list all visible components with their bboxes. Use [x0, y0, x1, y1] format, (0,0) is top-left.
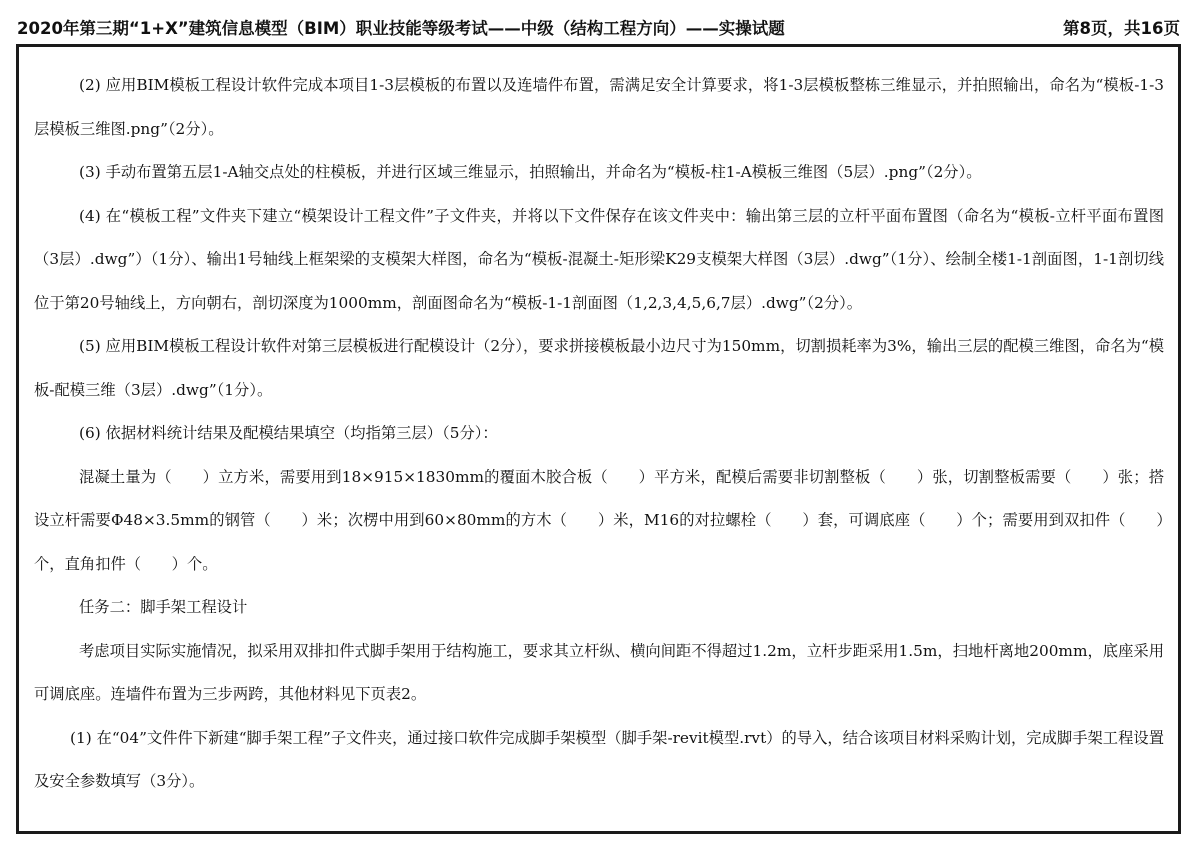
exam-title: 2020年第三期“1+X”建筑信息模型（BIM）职业技能等级考试——中级（结构工程方向）——实操试题 [17, 19, 785, 38]
page-header [17, 12, 1180, 42]
item-6-paragraph: (6) 依据材料统计结果及配模结果填空（均指第三层）（5分）： [79, 424, 498, 442]
item-4-paragraph: (4) 在“模板工程”文件夹下建立“模架设计工程文件”子文件夹，并将以下文件保存在该文件夹中：输出第三层的立杆平面布置图（命名为“模板-立杆平面布置图（3层）.dwg”）（1分）、输出1号轴线上框架梁的支模架大样图，命名为“模板-混凝土-矩形梁K29支模架大样图（3层）.dwg”（1分）、绘制全楼1-1剖面图，1-1剖切线位于第20号轴线上，方向朝右，剖切深度为1000mm，剖面图命名为“模板-1-1剖面图（1,2,3,4,5,6,7层）.dwg”（2分）。 [34, 206, 1164, 312]
fill-in-blanks-paragraph: 混凝土量为（ ）立方米，需要用到18×915×1830mm的覆面木胶合板（ ）平方米，配模后需要非切割整板（ ）张，切割整板需要（ ）张；搭设立杆需要Φ48×3.5mm的钢管（ ）米；次楞中用到60×80mm的方木（ ）米，M16的对拉螺栓（ ）套，可调底座（ ）个；需要用到双扣件（ ）个，直角扣件（ ）个。 [34, 467, 1164, 573]
document-body [34, 64, 1164, 804]
page-number: 第8页，共16页 [1063, 19, 1180, 38]
item-2-paragraph: (2) 应用BIM模板工程设计软件完成本项目1-3层模板的布置以及连墙件布置，需满足安全计算要求，将1-3层模板整栋三维显示，并拍照输出，命名为“模板-1-3层模板三维图.png”（2分）。 [34, 76, 1164, 138]
task-2-heading: 任务二：脚手架工程设计 [79, 598, 248, 616]
item-3-paragraph: (3) 手动布置第五层1-A轴交点处的柱模板，并进行区域三维显示，拍照输出，并命名为“模板-柱1-A模板三维图（5层）.png”（2分）。 [79, 163, 982, 181]
item-5-paragraph: (5) 应用BIM模板工程设计软件对第三层模板进行配模设计（2分），要求拼接模板最小边尺寸为150mm，切割损耗率为3%，输出三层的配模三维图，命名为“模板-配模三维（3层）.dwg”（1分）。 [34, 337, 1164, 399]
task-2-description: 考虑项目实际实施情况，拟采用双排扣件式脚手架用于结构施工，要求其立杆纵、横向间距不得超过1.2m，立杆步距采用1.5m，扫地杆离地200mm，底座采用可调底座。连墙件布置为三步两跨，其他材料见下页表2。 [34, 641, 1164, 703]
task-2-item-1-paragraph: (1) 在“04”文件件下新建“脚手架工程”子文件夹，通过接口软件完成脚手架模型（脚手架-revit模型.rvt）的导入，结合该项目材料采购计划，完成脚手架工程设置及安全参数填写（3分）。 [34, 728, 1164, 790]
